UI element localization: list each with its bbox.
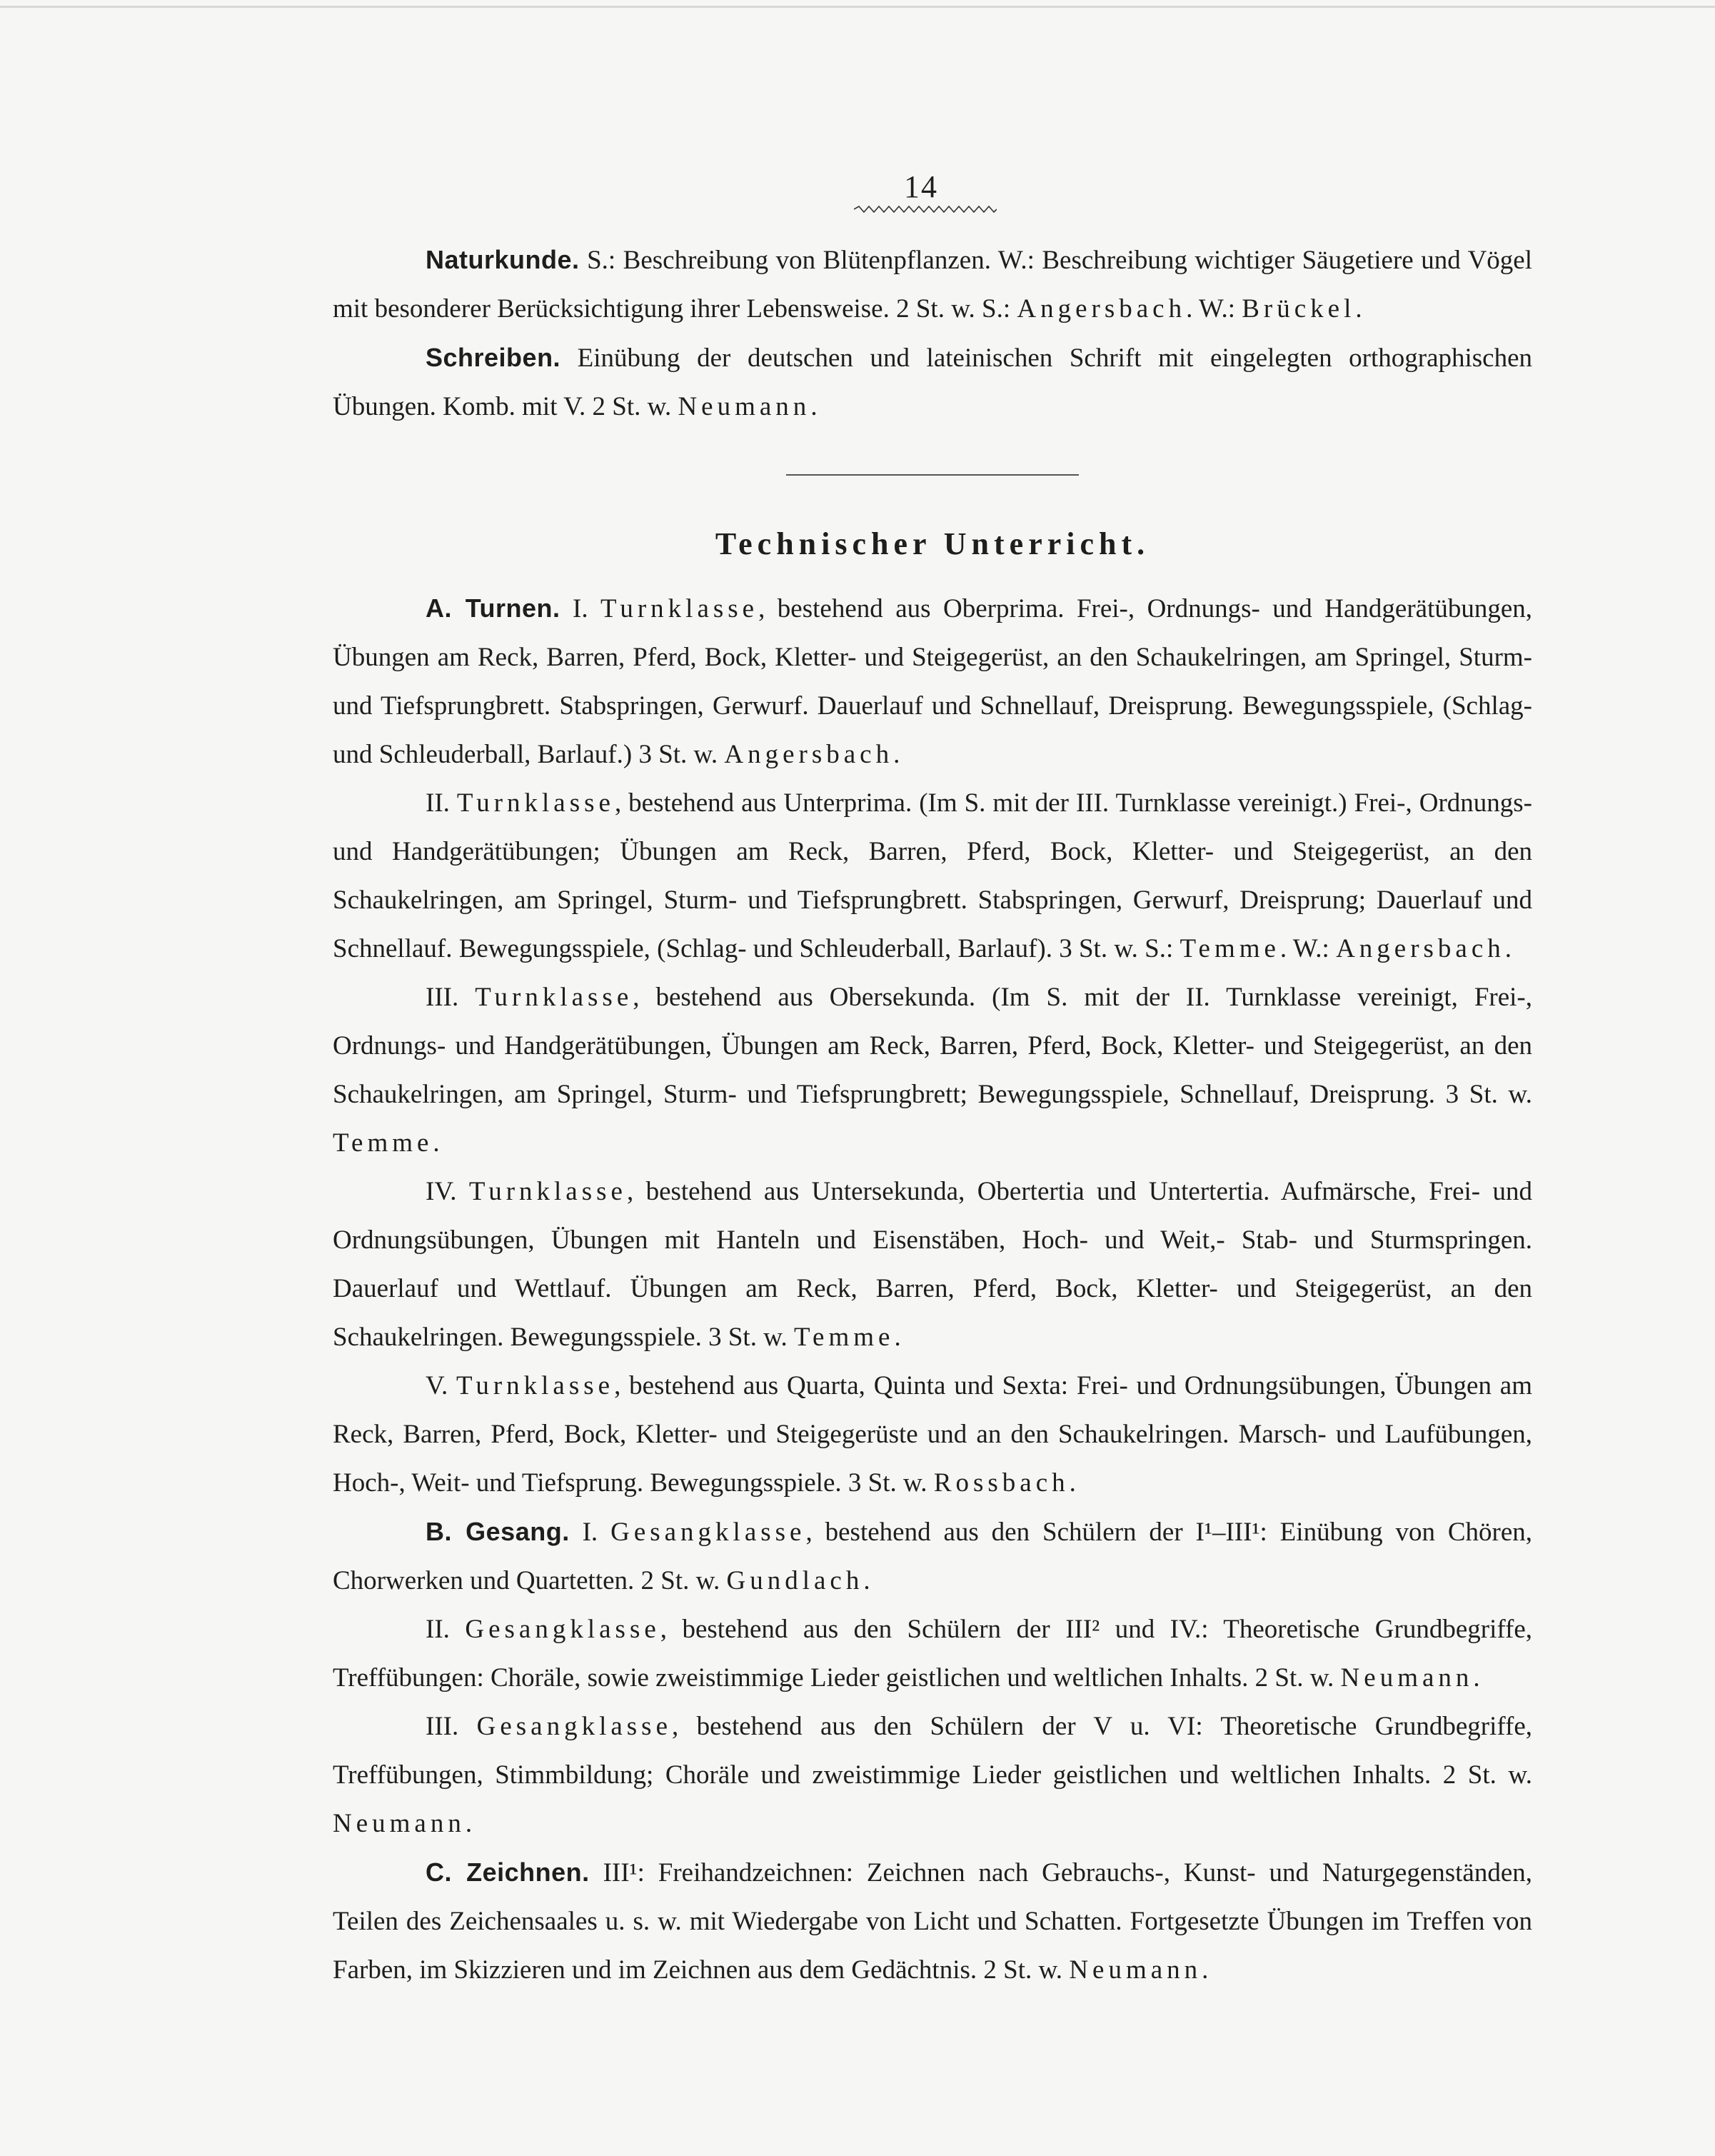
zeichnen-teacher: Neumann	[1069, 1955, 1202, 1985]
zeichnen-heading: C. Zeichnen.	[426, 1857, 590, 1887]
turnen-k4-num: IV.	[426, 1177, 457, 1206]
turnen-k3-num: III.	[426, 983, 459, 1012]
turnen-k3-label: Turnklasse	[475, 983, 633, 1012]
naturkunde-text: S.: Beschreibung von Blütenpflanzen. W.: Beschreibung wichtiger Säugetiere und Vögel mit besonderer Berücksichtigung ihrer Lebensweise. 2 St. w. S.:	[333, 246, 1533, 324]
gesang-heading: B. Gesang.	[426, 1517, 570, 1546]
turnen-k3-teacher: Temme	[333, 1128, 433, 1158]
turnen-k2-mid: . W.:	[1279, 934, 1337, 963]
naturkunde-end: .	[1355, 294, 1362, 324]
turnen-k2-teacher-1: Temme	[1180, 934, 1280, 963]
turnen-k4-label: Turnklasse	[468, 1177, 627, 1206]
turnen-k2-end: .	[1504, 934, 1512, 963]
turnen-klasse-2	[333, 779, 1532, 973]
naturkunde-teacher-1: Angersbach	[1017, 294, 1187, 324]
schreiben-paragraph	[333, 334, 1532, 431]
schreiben-text: Einübung der deutschen und lateinischen Schrift mit eingelegten orthographischen Übungen. Komb. mit V. 2 St. w.	[333, 344, 1533, 421]
schreiben-heading: Schreiben.	[426, 343, 561, 372]
gesang-k2-text: , bestehend aus den Schülern der III² und IV.: Theoretische Grundbegriffe, Treffübungen: Choräle, sowie zweistimmige Lieder geistlichen und weltlichen Inhalts. 2 St. w.	[333, 1615, 1533, 1693]
page-body	[333, 236, 1532, 1995]
gesang-k3-teacher: Neumann	[333, 1809, 466, 1838]
turnen-klasse-5	[333, 1362, 1532, 1508]
gesang-klasse-3	[333, 1703, 1532, 1848]
turnen-klasse-3	[333, 973, 1532, 1168]
naturkunde-heading: Naturkunde.	[426, 245, 580, 274]
turnen-k3-text: , bestehend aus Obersekunda. (Im S. mit der II. Turnklasse vereinigt, Frei-, Ordnungs- und Handgerätübungen, Übungen am Reck, Barren, Pferd, Bock, Kletter- und Steigegerüst, an den Schaukelringen, am Springel, Sturm- und Tiefsprungbrett; Bewegungsspiele, Schnellauf, Dreisprung. 3 St. w.	[333, 983, 1532, 1109]
turnen-k5-end: .	[1069, 1468, 1076, 1498]
gesang-k1-end: .	[863, 1566, 870, 1595]
gesang-k3-label: Gesangklasse	[476, 1712, 672, 1741]
turnen-k2-teacher-2: Angersbach	[1336, 934, 1505, 963]
gesang-k3-num: III.	[426, 1712, 459, 1741]
turnen-k1-text: , bestehend aus Oberprima. Frei-, Ordnungs- und Handgerätübungen, Übungen am Reck, Barren, Pferd, Bock, Kletter- und Steigegerüst, an den Schaukelringen, am Springel, Sturm- und Tiefsprungbrett. Stabspringen, Gerwurf. Dauerlauf und Schnellauf, Dreisprung. Bewegungsspiele, (Schlag- und Schleuderball, Barlauf.) 3 St. w.	[333, 594, 1533, 769]
turnen-k4-end: .	[894, 1323, 901, 1352]
page-number-ornament	[854, 206, 997, 213]
turnen-k2-num: II.	[426, 788, 450, 818]
gesang-k2-label: Gesangklasse	[465, 1615, 660, 1644]
gesang-k2-teacher: Neumann	[1340, 1663, 1474, 1693]
section-title: Technischer Unterricht.	[715, 526, 1150, 561]
turnen-k5-label: Turnklasse	[456, 1371, 615, 1400]
gesang-k1-num: I.	[582, 1518, 598, 1547]
gesang-k2-num: II.	[426, 1615, 450, 1644]
gesang-klasse-2	[333, 1605, 1532, 1703]
turnen-k4-text: , bestehend aus Untersekunda, Obertertia und Untertertia. Aufmärsche, Frei- und Ordnungsübungen, Übungen mit Hanteln und Eisenstäben, Hoch- und Weit,- Stab- und Sturmspringen. Dauerlauf und Wettlauf. Übungen am Reck, Barren, Pferd, Bock, Kletter- und Steigegerüst, an den Schaukelringen. Bewegungsspiele. 3 St. w.	[333, 1177, 1532, 1352]
turnen-k1-num: I.	[573, 594, 588, 623]
section-divider	[786, 474, 1079, 476]
turnen-k1-label: Turnklasse	[600, 594, 759, 623]
turnen-k2-text: , bestehend aus Unterprima. (Im S. mit der III. Turnklasse vereinigt.) Frei-, Ordnungs- und Handgerätübungen; Übungen am Reck, Barren, Pferd, Bock, Kletter- und Steigegerüst, an den Schaukelringen, am Springel, Sturm- und Tiefsprungbrett. Stabspringen, Gerwurf, Dreisprung; Dauerlauf und Schnellauf. Bewegungsspiele, (Schlag- und Schleuderball, Barlauf). 3 St. w. S.:	[333, 788, 1532, 963]
schreiben-end: .	[810, 392, 818, 421]
zeichnen-end: .	[1202, 1955, 1209, 1985]
turnen-k1-teacher: Angersbach	[724, 740, 894, 769]
turnen-k4-teacher: Temme	[794, 1323, 895, 1352]
turnen-k2-label: Turnklasse	[456, 788, 615, 818]
turnen-k3-end: .	[433, 1128, 440, 1158]
gesang-k3-end: .	[465, 1809, 473, 1838]
turnen-klasse-4	[333, 1168, 1532, 1362]
schreiben-teacher: Neumann	[678, 392, 811, 421]
zeichnen-paragraph	[333, 1848, 1532, 1995]
turnen-k1-end: .	[893, 740, 900, 769]
gesang-k1-text: , bestehend aus den Schülern der I¹–III¹: Einübung von Chören, Chorwerken und Quartetten. 2 St. w.	[333, 1518, 1533, 1595]
naturkunde-mid: . W.:	[1186, 294, 1242, 324]
scan-edge-line	[0, 6, 1715, 8]
gesang-k3-text: , bestehend aus den Schülern der V u. VI: Theoretische Grundbegriffe, Treffübungen, Stimmbildung; Choräle und zweistimmige Lieder geistlichen und weltlichen Inhalts. 2 St. w.	[333, 1712, 1532, 1790]
turnen-k5-teacher: Rossbach	[933, 1468, 1070, 1498]
gesang-klasse-1	[333, 1508, 1532, 1605]
turnen-k5-text: , bestehend aus Quarta, Quinta und Sexta: Frei- und Ordnungsübungen, Übungen am Reck, Barren, Pferd, Bock, Kletter- und Steigegerüste und an den Schaukelringen. Marsch- und Laufübungen, Hoch-, Weit- und Tiefsprung. Bewegungsspiele. 3 St. w.	[333, 1371, 1532, 1498]
zeichnen-text: III¹: Freihandzeichnen: Zeichnen nach Gebrauchs-, Kunst- und Naturgegenständen, Teilen des Zeichensaales u. s. w. mit Wiedergabe von Licht und Schatten. Fortgesetzte Übungen im Treffen von Farben, im Skizzieren und im Zeichnen aus dem Gedächtnis. 2 St. w.	[333, 1858, 1533, 1985]
page-number: 14	[904, 169, 938, 204]
gesang-k1-label: Gesangklasse	[610, 1518, 806, 1547]
turnen-k5-num: V.	[426, 1371, 448, 1400]
turnen-klasse-1	[333, 584, 1532, 779]
gesang-k1-teacher: Gundlach	[726, 1566, 864, 1595]
turnen-heading: A. Turnen.	[426, 593, 560, 623]
gesang-k2-end: .	[1473, 1663, 1480, 1693]
naturkunde-teacher-2: Brückel	[1242, 294, 1356, 324]
naturkunde-paragraph	[333, 236, 1532, 334]
